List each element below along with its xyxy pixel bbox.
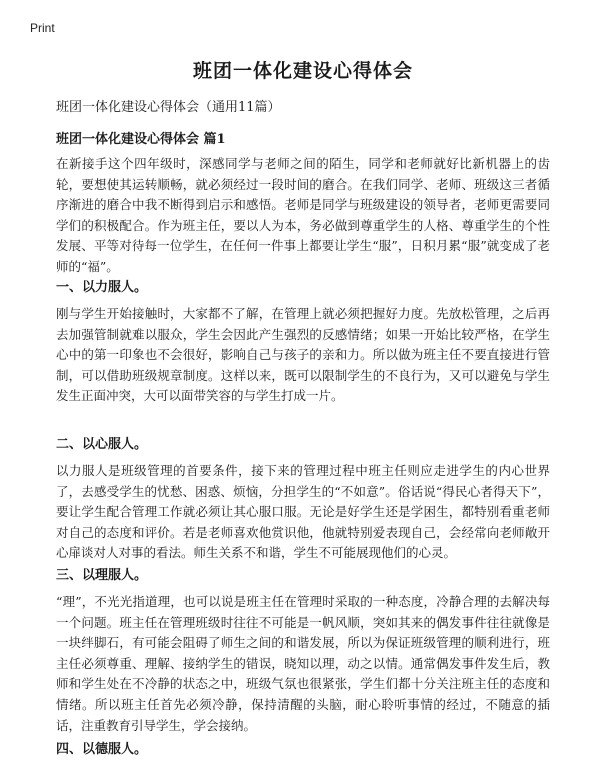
print-link[interactable]: Print [30, 21, 55, 35]
section-heading-2: 二、以心服人。 [56, 437, 148, 452]
intro-paragraph: 在新接手这个四年级时，深感同学与老师之间的陌生，同学和老师就好比新机器上的齿轮，要想使其运转顺畅，就必须经过一段时间的磨合。在我们同学、老师、班级这三者循序渐进的磨合中我不断得到启示和感悟。老师是同学与班级建设的领导者，老师更需要同学们的积极配合。作为班主任，要以人为本，务必做到尊重学生的人格、尊重学生的个性发展、平等对待每一位学生，在任何一件事上都要让学生“服”，日积月累“服”就变成了老师的“福”。 [56, 156, 550, 274]
section-heading-1: 一、以力服人。 [56, 280, 148, 295]
section-heading-4: 四、以德服人。 [56, 742, 148, 757]
section-paragraph-3: “理”，不光光指道理，也可以说是班主任在管理时采取的一种态度，冷静合理的去解决每一个问题。班主任在管理班级时往往不可能是一帆风顺，突如其来的偶发事件往往就像是一块绊脚石，有可能会阻碍了师生之间的和谐发展，所以为保证班级管理的顺利进行，班主任必须尊重、理解、接纳学生的错误，晓知以理，动之以情。通常偶发事件发生后，教师和学生处在不冷静的状态之中，班级气氛也很紧张，学生们都十分关注班主任的态度和情绪。所以班主任首先必须冷静，保持清醒的头脑，耐心聆听事情的经过，不随意的插话，注重教育引导学生，学会接纳。 [56, 594, 550, 733]
page-title: 班团一体化建设心得体会 [192, 60, 413, 82]
section-paragraph-2: 以力服人是班级管理的首要条件，接下来的管理过程中班主任则应走进学生的内心世界了，去感受学生的忧愁、困惑、烦恼，分担学生的“不如意”。俗话说“得民心者得天下”，要让学生配合管理工作就必须让其心服口服。无论是好学生还是学困生，都特别看重老师对自己的态度和评价。若是老师喜欢他赏识他，他就特别爱表现自己，会经常向老师敞开心扉谈对人对事的看法。师生关系不和谐，学生不可能展现他们的心灵。 [56, 463, 550, 561]
section-heading-3: 三、以理服人。 [56, 568, 148, 583]
article-heading: 班团一体化建设心得体会 篇1 [56, 132, 226, 147]
document-subtitle: 班团一体化建设心得体会（通用11篇） [56, 100, 281, 115]
section-paragraph-1: 刚与学生开始接触时，大家都不了解，在管理上就必须把握好力度。先放松管理，之后再去加强管制就难以服众，学生会因此产生强烈的反感情绪；如果一开始比较严格，在学生心中的第一印象也不会很好，影响自己与孩子的亲和力。所以做为班主任不要直接进行管制，可以借助班级规章制度。这样以来，既可以限制学生的不良行为，又可以避免与学生发生正面冲突，大可以面带笑容的与学生打成一片。 [56, 306, 550, 404]
